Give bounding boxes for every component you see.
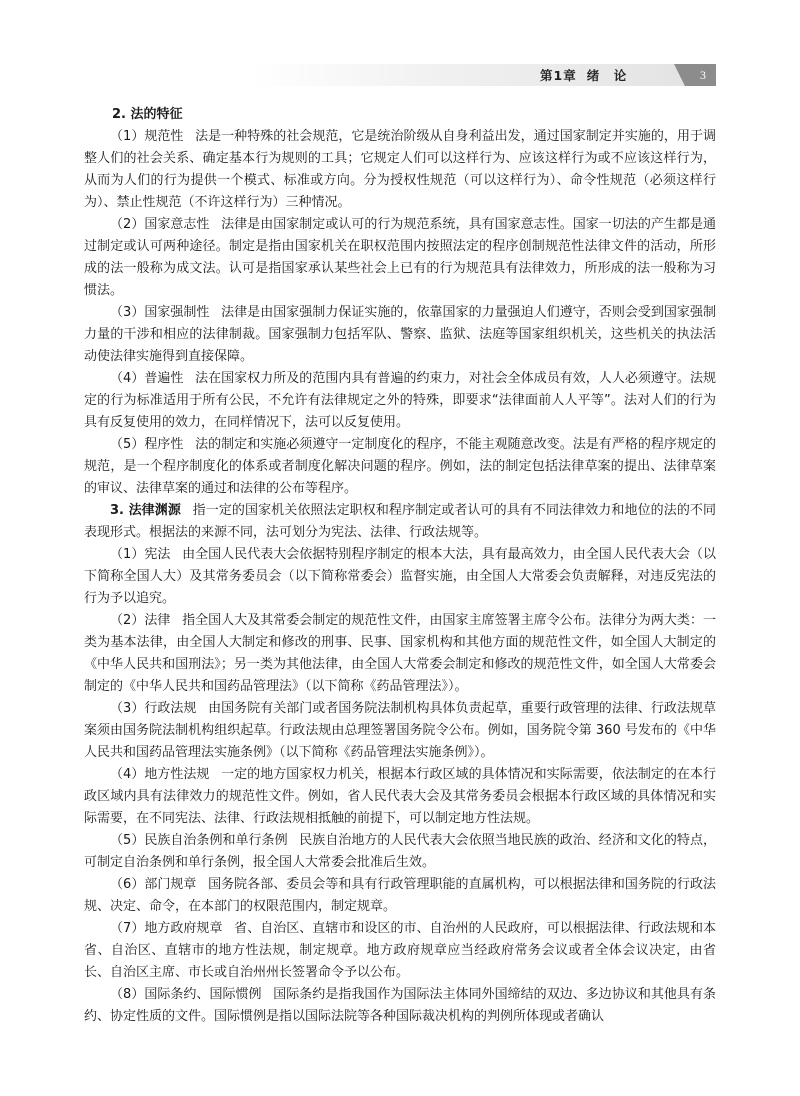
term-label: （6）部门规章: [110, 877, 197, 892]
section-heading-inline: 3. 法律渊源: [110, 503, 181, 518]
paragraph-source-3: [84, 698, 716, 764]
paragraph-source-1: [84, 544, 716, 610]
section-heading: 2. 法的特征: [112, 107, 183, 122]
paragraph-feature-4: [84, 368, 716, 434]
term-label: （1）规范性: [110, 129, 184, 144]
paragraph-source-4: [84, 764, 716, 830]
term-label: （2）国家意志性: [110, 217, 210, 232]
paragraph-text: 法律是由国家制定或认可的行为规范系统，具有国家意志性。国家一切法的产生都是通过制定或认可两种途径。制定是指由国家机关在职权范围内按照法定的程序创制规范性法律文件的活动，所形成的法一般称为成文法。认可是指国家承认某些社会上已有的行为规范具有法律效力，所形成的法一般称为习惯法。: [84, 217, 716, 298]
paragraph-text: 法是一种特殊的社会规范，它是统治阶级从自身利益出发，通过国家制定并实施的，用于调整人们的社会关系、确定基本行为规则的工具；它规定人们可以这样行为、应该这样行为或不应该这样行为，从而为人们的行为提供一个模式、标准或方向。分为授权性规范（可以这样行为）、命令性规范（必须这样行为）、禁止性规范（不许这样行为）三种情况。: [84, 129, 716, 210]
paragraph-text: 一定的地方国家权力机关，根据本行政区域的具体情况和实际需要，依法制定的在本行政区域内具有法律效力的规范性文件。例如，省人民代表大会及其常务委员会根据本行政区域的具体情况和实际需要，在不同宪法、法律、行政法规相抵触的前提下，可以制定地方性法规。: [84, 767, 716, 826]
term-label: （7）地方政府规章: [110, 921, 223, 936]
term-label: （4）地方性法规: [110, 767, 210, 782]
paragraph-source-7: [84, 918, 716, 984]
paragraph-text: 国际条约是指我国作为国际法主体同外国缔结的双边、多边协议和其他具有条约、协定性质的文件。国际惯例是指以国际法院等各种国际裁决机构的判例所体现或者确认: [84, 987, 716, 1024]
paragraph-text: 省、自治区、直辖市和设区的市、自治州的人民政府，可以根据法律、行政法规和本省、自治区、直辖市的地方性法规，制定规章。地方政府规章应当经政府常务会议或者全体会议决定，由省长、自治区主席、市长或自治州州长签署命令予以公布。: [84, 921, 716, 980]
paragraph-text: 民族自治地方的人民代表大会依照当地民族的政治、经济和文化的特点，可制定自治条例和单行条例，报全国人大常委会批准后生效。: [84, 833, 716, 870]
running-header: [540, 66, 627, 86]
paragraph-text: 法的制定和实施必须遵守一定制度化的程序，不能主观随意改变。法是有严格的程序规定的规范，是一个程序制度化的体系或者制度化解决问题的程序。例如，法的制定包括法律草案的提出、法律草案的审议、法律草案的通过和法律的公布等程序。: [84, 437, 716, 496]
paragraph-feature-5: [84, 434, 716, 500]
term-label: （2）法律: [110, 613, 171, 628]
paragraph-text: 由国务院有关部门或者国务院法制机构具体负责起草，重要行政管理的法律、行政法规草案须由国务院法制机构组织起草。行政法规由总理签署国务院令公布。例如，国务院令第 360 号发布的《中华人民共和国药品管理法实施条例》（以下简称《药品管理法实施条例》）。: [84, 701, 716, 760]
page-number: 3: [700, 68, 706, 82]
chapter-label: 第1章: [540, 68, 577, 83]
term-label: （5）民族自治条例和单行条例: [110, 833, 288, 848]
paragraph-source-5: [84, 830, 716, 874]
paragraph-text: 国务院各部、委员会等和具有行政管理职能的直属机构，可以根据法律和国务院的行政法规、决定、命令，在本部门的权限范围内，制定规章。: [84, 877, 716, 914]
term-label: （8）国际条约、国际惯例: [110, 987, 262, 1002]
paragraph-source-2: [84, 610, 716, 698]
term-label: （4）普遍性: [110, 371, 184, 386]
term-label: （3）行政法规: [110, 701, 197, 716]
chapter-title: 绪 论: [586, 68, 628, 83]
paragraph-source-8: [84, 984, 716, 1028]
paragraph-text: 法律是由国家强制力保证实施的，依靠国家的力量强迫人们遵守，否则会受到国家强制力量的干涉和相应的法律制裁。国家强制力包括军队、警察、监狱、法庭等国家组织机关，这些机关的执法活动使法律实施得到直接保障。: [84, 305, 716, 364]
paragraph-sources-intro: [84, 500, 716, 544]
term-label: （5）程序性: [110, 437, 184, 452]
paragraph-feature-3: [84, 302, 716, 368]
paragraph-text: 法在国家权力所及的范围内具有普遍的约束力，对社会全体成员有效，人人必须遵守。法规定的行为标准适用于所有公民，不允许有法律规定之外的特殊，即要求“法律面前人人平等”。法对人们的行为具有反复使用的效力，在同样情况下，法可以反复使用。: [84, 371, 716, 430]
paragraph-feature-1: [84, 126, 716, 214]
term-label: （1）宪法: [110, 547, 171, 562]
page-body: [84, 104, 716, 1028]
term-label: （3）国家强制性: [110, 305, 210, 320]
paragraph-source-6: [84, 874, 716, 918]
header-band: [250, 64, 716, 86]
paragraph-feature-2: [84, 214, 716, 302]
paragraph-text: 指全国人大及其常委会制定的规范性文件，由国家主席签署主席令公布。法律分为两大类：一类为基本法律，由全国人大制定和修改的刑事、民事、国家机构和其他方面的规范性文件，如全国人大制定的《中华人民共和国刑法》；另一类为其他法律，由全国人大常委会制定和修改的规范性文件，如全国人大常委会制定的《中华人民共和国药品管理法》（以下简称《药品管理法》）。: [84, 613, 716, 694]
paragraph-text: 指一定的国家机关依照法定职权和程序制定或者认可的具有不同法律效力和地位的法的不同表现形式。根据法的来源不同，法可划分为宪法、法律、行政法规等。: [84, 503, 716, 540]
paragraph-text: 由全国人民代表大会依据特别程序制定的根本大法，具有最高效力，由全国人民代表大会（以下简称全国人大）及其常务委员会（以下简称常委会）监督实施，由全国人大常委会负责解释，对违反宪法的行为予以追究。: [84, 547, 716, 606]
